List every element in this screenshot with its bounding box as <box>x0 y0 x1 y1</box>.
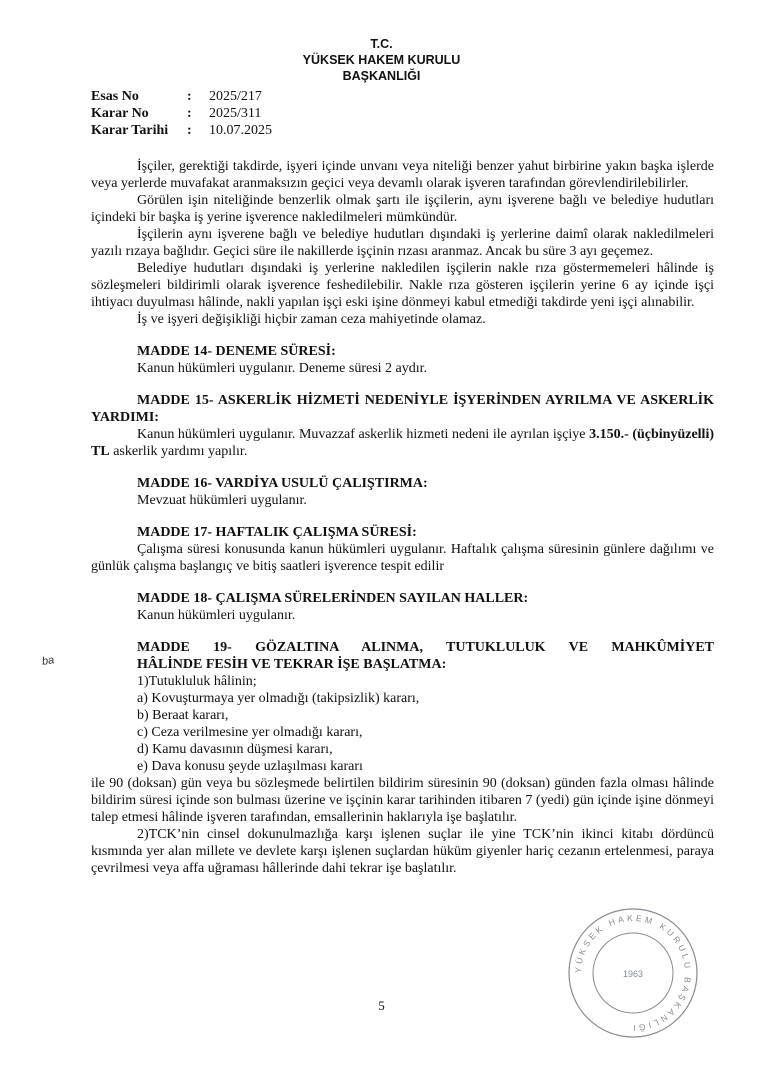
paragraph: İşçilerin aynı işverene bağlı ve belediye hudutları dışındaki iş yerlerine daimî olarak nakledilmeleri yazılı rızaya bağlıdır. Geçici süre ile nakillerde işçinin rızası aranmaz. Ancak bu süre 3 ayı geçemez. <box>91 227 714 259</box>
document-header <box>0 36 763 84</box>
meta-colon: : <box>187 89 192 104</box>
meta-colon: : <box>187 106 192 121</box>
meta-key: Esas No <box>91 89 139 104</box>
article-15-heading: MADDE 15- ASKERLİK HİZMETİ NEDENİYLE İŞYERİNDEN AYRILMA VE ASKERLİK YARDIMI: <box>91 393 714 425</box>
seal-year: 1963 <box>622 969 644 979</box>
header-line-institution: YÜKSEK HAKEM KURULU <box>302 53 461 67</box>
paragraph: İş ve işyeri değişikliği hiçbir zaman ceza mahiyetinde olamaz. <box>137 312 486 327</box>
article-19-paragraph-1: ile 90 (doksan) gün veya bu sözleşmede belirtilen bildirim süresinin 90 (doksan) günden fazla olması hâlinde bildirim süresi içinde son bulması üzerine ve işçinin karar tarihinden itibaren 7 (yedi) gün içinde işine dönmeyi talep etmesi hâlinde işveren tarafından, emsallerinin haklarıyla işe başlatılır. <box>91 776 714 825</box>
meta-value: 2025/311 <box>209 106 262 121</box>
article-14-text: Kanun hükümleri uygulanır. Deneme süresi 2 aydır. <box>137 361 428 376</box>
article-18-heading: MADDE 18- ÇALIŞMA SÜRELERİNDEN SAYILAN HALLER: <box>137 591 529 606</box>
paragraph: İşçiler, gerektiği takdirde, işyeri içinde unvanı veya niteliği benzer yahut birbirine yakın başka işlerde veya yerlerde muvafakat aranmaksızın geçici veya devamlı olarak işveren tarafından görevlendirilebilirler. <box>91 159 714 191</box>
handwritten-initial: ba <box>41 654 56 668</box>
article-17-heading: MADDE 17- HAFTALIK ÇALIŞMA SÜRESİ: <box>137 525 417 540</box>
article-17-text: Çalışma süresi konusunda kanun hükümleri uygulanır. Haftalık çalışma süresinin günlere dağılımı ve günlük çalışma başlangıç ve bitiş saatleri işverence tespit edilir <box>91 542 714 574</box>
list-item: a) Kovuşturmaya yer olmadığı (takipsizlik) kararı, <box>137 691 420 706</box>
paragraph: Belediye hudutları dışındaki iş yerlerine nakledilen işçilerin nakle rıza göstermemeleri hâlinde iş sözleşmeleri bildirimli olarak işverence feshedilebilir. Nakle rıza gösteren işçilerin yerine 6 ay içinde işçi ihtiyacı duyulması hâlinde, nakli yapılan işçi eski işine dönmeyi kabul etmediği takdirde yeni işçi alınabilir. <box>91 261 714 310</box>
list-item: d) Kamu davasının düşmesi kararı, <box>137 742 333 757</box>
list-item: e) Dava konusu şeyde uzlaşılması kararı <box>137 759 363 774</box>
article-19-paragraph-2: 2)TCK’nin cinsel dokunulmazlığa karşı işlenen suçlar ile yine TCK’nin ikinci kitabı dördüncü kısmında yer alan millete ve devlete karşı işlenen suçlardan hüküm giyenler hariç cezanın ertelenmesi, paraya çevrilmesi veya affa uğraması hâllerinde dahi tekrar işe başlatılır. <box>91 827 714 876</box>
header-line-tc: T.C. <box>370 37 393 51</box>
article-15-text-a: Kanun hükümleri uygulanır. Muvazzaf askerlik hizmeti nedeni ile ayrılan işçiye <box>137 427 590 442</box>
list-item: b) Beraat kararı, <box>137 708 229 723</box>
page-number: 5 <box>378 998 385 1013</box>
article-16-text: Mevzuat hükümleri uygulanır. <box>137 493 307 508</box>
article-18-text: Kanun hükümleri uygulanır. <box>137 608 296 623</box>
header-line-presidency: BAŞKANLIĞI <box>342 69 421 83</box>
meta-row-tarih <box>91 122 272 139</box>
meta-value: 10.07.2025 <box>209 123 272 138</box>
article-14-heading: MADDE 14- DENEME SÜRESİ: <box>137 344 336 359</box>
article-15-text-b: askerlik yardımı yapılır. <box>109 444 248 459</box>
list-item: c) Ceza verilmesine yer olmadığı kararı, <box>137 725 363 740</box>
meta-key: Karar Tarihi <box>91 123 169 138</box>
article-16-heading: MADDE 16- VARDİYA USULÜ ÇALIŞTIRMA: <box>137 476 428 491</box>
article-15-text <box>91 426 714 460</box>
article-19-heading-line1: MADDE 19- GÖZALTINA ALINMA, TUTUKLULUK VE MAHKÛMİYET <box>137 640 714 655</box>
case-metadata <box>91 88 272 139</box>
paragraph: Görülen işin niteliğinde benzerlik olmak şartı ile işçilerin, aynı işverene bağlı ve belediye hudutları içindeki bir başka iş yerine işverence nakledilmeleri mümkündür. <box>91 193 714 225</box>
document-body <box>91 158 714 877</box>
seal-ring-text: YÜKSEK HAKEM KURULU BAŞKANLIĞI <box>572 912 694 1034</box>
article-19-list <box>91 673 714 775</box>
meta-colon: : <box>187 123 192 138</box>
article-15-amount: 3.150.- (üçbinyüzelli) TL <box>91 427 714 459</box>
official-seal-icon <box>563 903 703 1043</box>
meta-row-karar <box>91 105 272 122</box>
meta-key: Karar No <box>91 106 149 121</box>
article-19-heading-line2: HÂLİNDE FESİH VE TEKRAR İŞE BAŞLATMA: <box>137 657 447 672</box>
meta-value: 2025/217 <box>209 89 262 104</box>
list-item: 1)Tutukluluk hâlinin; <box>137 674 257 689</box>
meta-row-esas <box>91 88 272 105</box>
